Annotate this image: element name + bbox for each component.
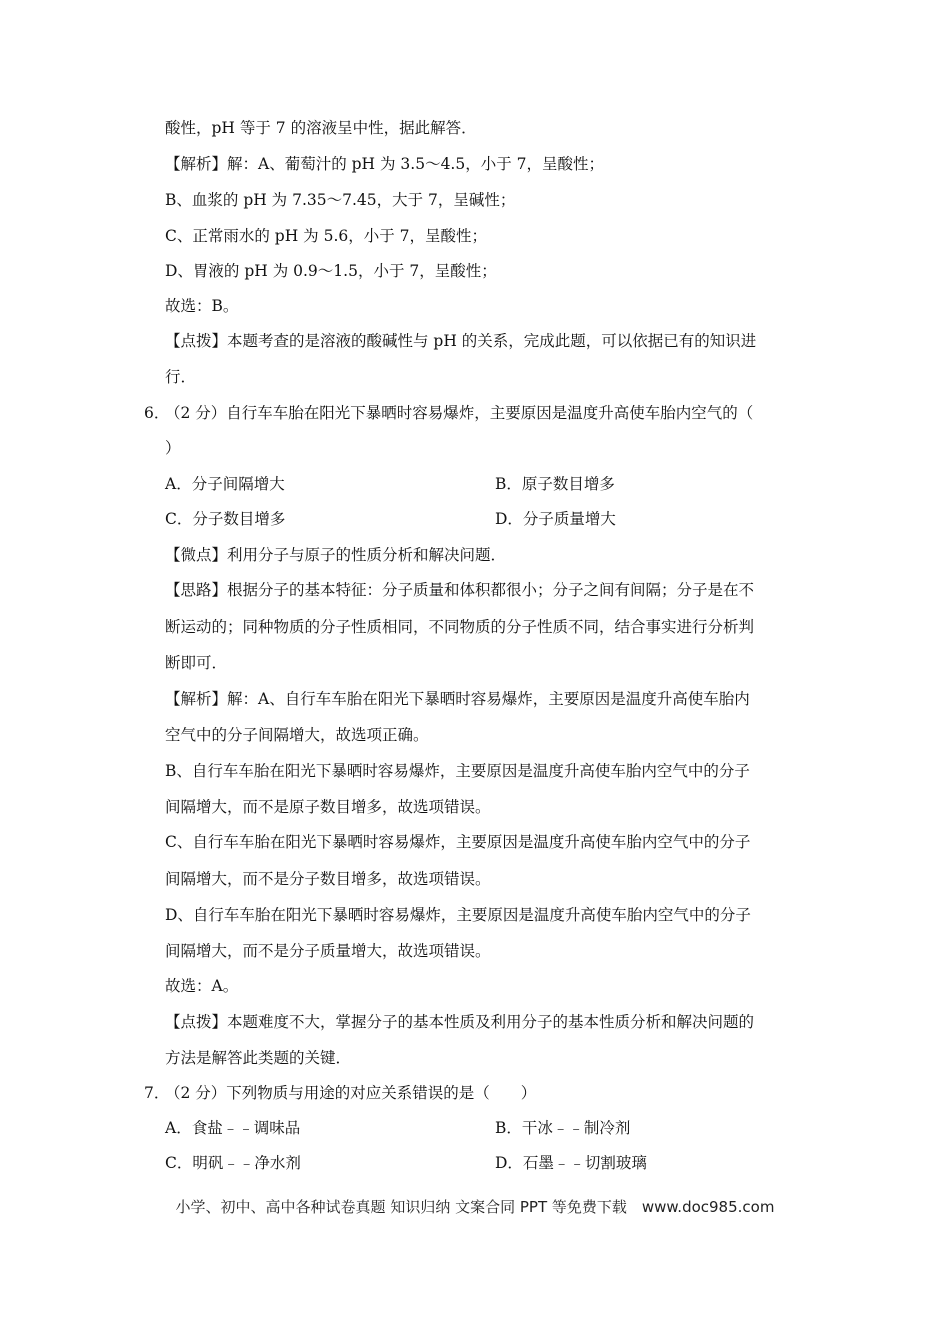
text-line: 空气中的分子间隔增大，故选项正确。 bbox=[165, 726, 429, 744]
question-number: 6． bbox=[144, 404, 170, 422]
option-b: B．干冰﹣﹣制冷剂 bbox=[495, 1119, 631, 1137]
option-c: C．分子数目增多 bbox=[165, 510, 286, 528]
text-line: D、胃液的 pH 为 0.9～1.5，小于 7，呈酸性； bbox=[165, 262, 497, 280]
text-line: 酸性，pH 等于 7 的溶液呈中性，据此解答． bbox=[165, 119, 477, 137]
text-line: 【思路】根据分子的基本特征：分子质量和体积都很小；分子之间有间隔；分子是在不 bbox=[165, 581, 755, 599]
text-line: B、血浆的 pH 为 7.35～7.45，大于 7，呈碱性； bbox=[165, 191, 516, 209]
text-line: 间隔增大，而不是分子质量增大，故选项错误。 bbox=[165, 942, 491, 960]
text-line: 【解析】解：A、自行车车胎在阳光下暴晒时容易爆炸，主要原因是温度升高使车胎内 bbox=[165, 690, 750, 708]
text-line: B、自行车车胎在阳光下暴晒时容易爆炸，主要原因是温度升高使车胎内空气中的分子 bbox=[165, 762, 750, 780]
question-stem: （2 分）自行车车胎在阳光下暴晒时容易爆炸，主要原因是温度升高使车胎内空气的（ bbox=[165, 404, 754, 422]
text-line: 断即可． bbox=[165, 654, 228, 672]
text-line: 行． bbox=[165, 368, 197, 386]
option-d: D．石墨﹣﹣切割玻璃 bbox=[495, 1154, 647, 1172]
question-stem: （2 分）下列物质与用途的对应关系错误的是（ ） bbox=[165, 1084, 537, 1102]
text-line: 方法是解答此类题的关键． bbox=[165, 1049, 352, 1067]
page-footer: 小学、初中、高中各种试卷真题 知识归纳 文案合同 PPT 等免费下载 www.doc985.com bbox=[175, 1198, 775, 1216]
option-a: A．分子间隔增大 bbox=[165, 475, 285, 493]
option-b: B．原子数目增多 bbox=[495, 475, 615, 493]
text-line: C、正常雨水的 pH 为 5.6，小于 7，呈酸性； bbox=[165, 227, 488, 245]
text-line: 故选：A。 bbox=[165, 977, 239, 995]
text-line: 【微点】利用分子与原子的性质分析和解决问题． bbox=[165, 546, 507, 564]
option-a: A．食盐﹣﹣调味品 bbox=[165, 1119, 301, 1137]
text-line: 故选：B。 bbox=[165, 297, 239, 315]
text-line: 【点拨】本题难度不大，掌握分子的基本性质及利用分子的基本性质分析和解决问题的 bbox=[165, 1013, 755, 1031]
text-line: 【解析】解：A、葡萄汁的 pH 为 3.5～4.5，小于 7，呈酸性； bbox=[165, 155, 605, 173]
option-c: C．明矾﹣﹣净水剂 bbox=[165, 1154, 301, 1172]
question-stem: ） bbox=[165, 439, 181, 457]
option-d: D．分子质量增大 bbox=[495, 510, 616, 528]
text-line: 间隔增大，而不是分子数目增多，故选项错误。 bbox=[165, 870, 491, 888]
text-line: 间隔增大，而不是原子数目增多，故选项错误。 bbox=[165, 798, 491, 816]
question-number: 7． bbox=[144, 1084, 170, 1102]
text-line: D、自行车车胎在阳光下暴晒时容易爆炸，主要原因是温度升高使车胎内空气中的分子 bbox=[165, 906, 751, 924]
text-line: 断运动的；同种物质的分子性质相同，不同物质的分子性质不同，结合事实进行分析判 bbox=[165, 618, 755, 636]
text-line: C、自行车车胎在阳光下暴晒时容易爆炸，主要原因是温度升高使车胎内空气中的分子 bbox=[165, 833, 751, 851]
text-line: 【点拨】本题考查的是溶液的酸碱性与 pH 的关系，完成此题，可以依据已有的知识进 bbox=[165, 332, 757, 350]
